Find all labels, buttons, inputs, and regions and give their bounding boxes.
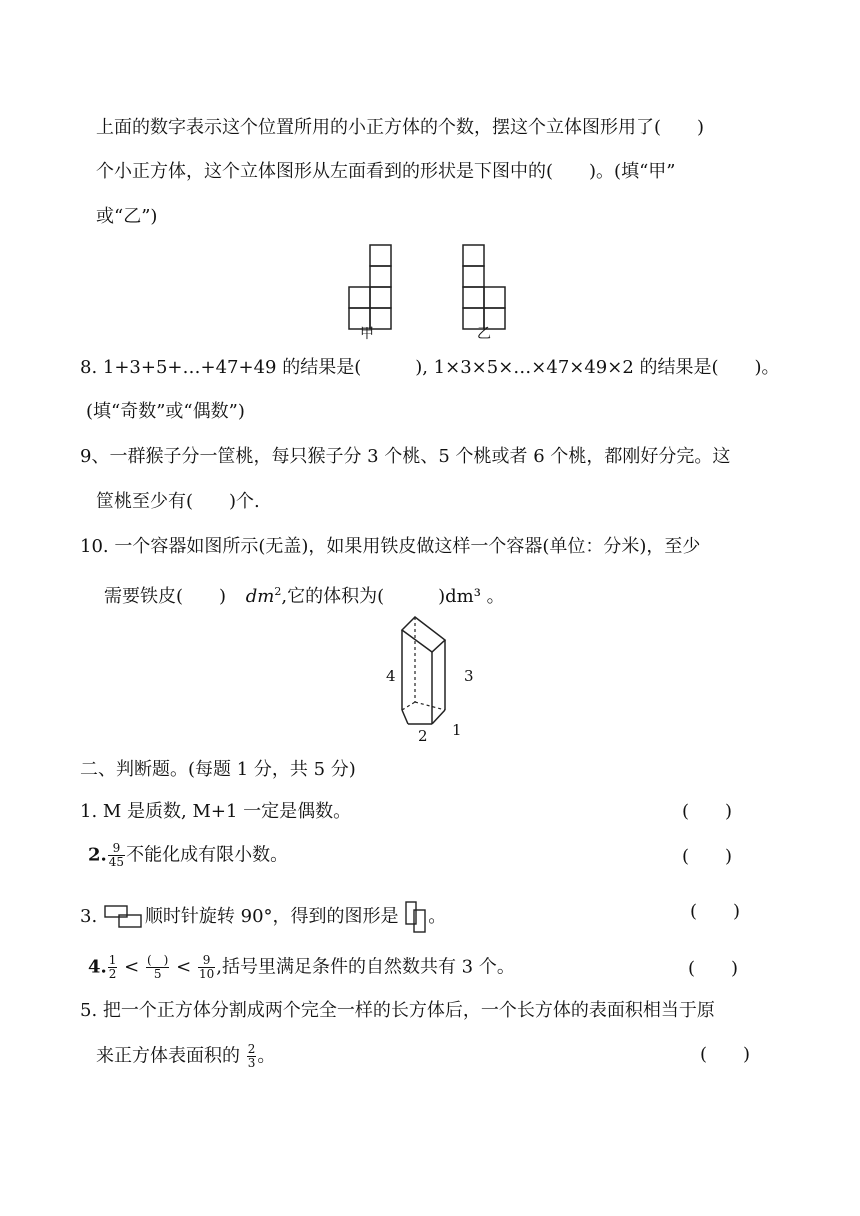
container-label-right: 3 [464, 667, 474, 685]
q8-line-1: 8. 1+3+5+…+47+49 的结果是( ), 1×3×5×…×47×49×2 的结果是( )。 [80, 357, 780, 378]
judge-5-statement: 来正方体表面积的 [96, 1045, 240, 1067]
judge-2-text [88, 842, 288, 869]
q8-line-2: (填“奇数”或“偶数”) [86, 401, 245, 422]
q10-unit-dm2: dm [245, 586, 275, 607]
q7-line-1: 上面的数字表示这个位置所用的小正方体的个数，摆这个立体图形用了( ) [96, 117, 705, 138]
judge-1-text: 1. M 是质数, M+1 一定是偶数。 [80, 801, 352, 822]
judge-4-less-than-2: < [176, 956, 192, 978]
judge-5-end: 。 [257, 1045, 276, 1067]
judge-3-number: 3. [80, 906, 98, 927]
q10-line-2 [104, 580, 505, 609]
judge-1-answer-paren[interactable]: ( ) [682, 801, 733, 822]
q7-line-2: 个小正方体，这个立体图形从左面看到的形状是下图中的( )。(填“甲” [96, 161, 676, 182]
judge-4-fraction-1: $\frac{1}{2}$ [108, 953, 117, 981]
judge-3-answer-paren[interactable]: ( ) [690, 901, 741, 922]
judge-2-number: 2. [88, 844, 107, 866]
figure-yi-label: 乙 [477, 326, 491, 342]
judge-4-answer-paren[interactable]: ( ) [688, 958, 739, 979]
judge-3-text [80, 900, 446, 934]
judge-4-text [88, 954, 515, 981]
judge-2-answer-paren[interactable]: ( ) [682, 846, 733, 867]
container-label-left: 4 [386, 667, 396, 685]
judge-4-fraction-2: $\frac{( )}{5}$ [147, 953, 169, 981]
q7-line-3: 或“乙”) [96, 206, 158, 227]
q10-line-2a: 需要铁皮( ) [104, 586, 227, 607]
q10-line-2b: ,它的体积为( )dm³ 。 [281, 586, 505, 607]
figure-jia-label: 甲 [360, 326, 374, 342]
judge-4-statement: ,括号里满足条件的自然数共有 3 个。 [216, 956, 515, 978]
judge-5-fraction: $\frac{2}{3}$ [247, 1042, 256, 1070]
rectangles-horizontal-icon [103, 904, 145, 930]
judge-4-less-than-1: < [124, 956, 140, 978]
judge-5-answer-paren[interactable]: ( ) [700, 1044, 751, 1065]
container-label-bottom: 2 [418, 727, 428, 745]
figure-yi [463, 245, 505, 329]
q9-line-1: 9、一群猴子分一筐桃，每只猴子分 3 个桃、5 个桃或者 6 个桃，都刚好分完。这 [80, 446, 731, 467]
figure-jia [349, 245, 391, 329]
judge-4-number: 4. [88, 956, 107, 978]
judge-3-end: 。 [428, 906, 447, 927]
judge-2-fraction: $\frac{9}{45}$ [108, 841, 125, 869]
judge-3-statement: 顺时针旋转 90°，得到的图形是 [144, 906, 399, 927]
rectangles-vertical-icon [404, 900, 428, 934]
judge-5-line-1: 5. 把一个正方体分割成两个完全一样的长方体后，一个长方体的表面积相当于原 [80, 1000, 715, 1021]
q10-unit-exponent: 2 [274, 585, 282, 598]
section-2-title: 二、判断题。(每题 1 分，共 5 分) [80, 759, 356, 780]
container-label-depth: 1 [452, 721, 462, 739]
q9-line-2: 筐桃至少有( )个. [96, 491, 260, 512]
judge-2-statement: 不能化成有限小数。 [126, 844, 289, 866]
judge-5-line-2 [96, 1043, 275, 1070]
q10-line-1: 10. 一个容器如图所示(无盖)，如果用铁皮做这样一个容器(单位：分米)，至少 [80, 536, 701, 557]
judge-4-fraction-3: $\frac{9}{10}$ [198, 953, 215, 981]
